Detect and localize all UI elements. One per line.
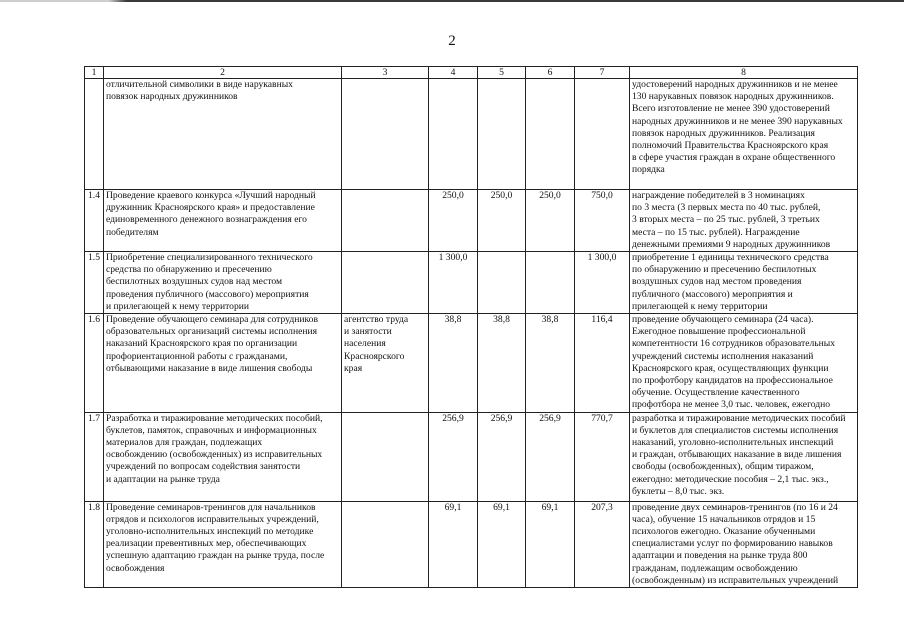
column-header: 8	[630, 67, 858, 79]
page-number: 2	[448, 33, 456, 49]
cost-year-2: 38,8	[478, 314, 526, 413]
row-number: 1.6	[85, 314, 104, 413]
cost-total	[575, 79, 630, 190]
cost-year-1: 69,1	[429, 501, 478, 587]
column-header: 6	[526, 67, 575, 79]
cost-year-2	[478, 79, 526, 190]
responsible-executor-empty	[342, 79, 429, 190]
cost-year-3: 38,8	[526, 314, 575, 413]
measure-name: Проведение семинаров-тренингов для начальников отрядов и психологов исправительных учреждений, уголовно-исполнительных инспекций по методике реализации превентивных мер, обеспечивающих успешную адаптацию граждан на рынке труда, после освобождения	[104, 501, 342, 587]
cost-year-2	[478, 252, 526, 314]
measure-name: Проведение обучающего семинара для сотрудников образовательных организаций системы исполнения наказаний Красноярского края по организации профориентационной работы с гражданами, отбывающими наказание в виде лишения свободы	[104, 314, 342, 413]
cost-year-3	[526, 252, 575, 314]
measures-table	[84, 66, 858, 588]
row-number: 1.8	[85, 501, 104, 587]
table-row	[85, 190, 858, 252]
table-row	[85, 501, 858, 587]
cost-year-1: 38,8	[429, 314, 478, 413]
responsible-executor-empty	[342, 252, 429, 314]
measure-name: Проведение краевого конкурса «Лучший народный дружинник Красноярского края» и предоставление единовременного денежного вознаграждения его победителям	[104, 190, 342, 252]
cost-year-3	[526, 79, 575, 190]
cost-year-1: 256,9	[429, 412, 478, 501]
cost-total: 770,7	[575, 412, 630, 501]
row-number: 1.4	[85, 190, 104, 252]
row-number	[85, 79, 104, 190]
responsible-executor-empty	[342, 501, 429, 587]
measure-name: Приобретение специализированного технического средства по обнаружению и пресечению беспилотных воздушных судов над местом проведения публичного (массового) мероприятия и прилегающей к нему территории	[104, 252, 342, 314]
measure-name: отличительной символики в виде нарукавных повязок народных дружинников	[104, 79, 342, 190]
row-number: 1.7	[85, 412, 104, 501]
table-row	[85, 79, 858, 190]
responsible-executor-empty	[342, 412, 429, 501]
cost-year-2: 69,1	[478, 501, 526, 587]
column-header: 7	[575, 67, 630, 79]
cost-year-2: 250,0	[478, 190, 526, 252]
column-header: 2	[104, 67, 342, 79]
cost-year-2: 256,9	[478, 412, 526, 501]
responsible-executor-empty	[342, 190, 429, 252]
column-header: 5	[478, 67, 526, 79]
expected-result: награждение победителей в 3 номинациях по 3 места (3 первых места по 40 тыс. рублей, 3 вторых места – по 25 тыс. рублей, 3 третьих места – по 15 тыс. рублей). Награждение денежными премиями 9 народных дружинников	[630, 190, 858, 252]
expected-result: разработка и тиражирование методических пособий и буклетов для специалистов системы исполнения наказаний, уголовно-исполнительных инспекций и граждан, отбывающих наказание в виде лишения свободы (освобожденных), общим тиражом, ежегодно: методические пособия – 2,1 тыс. экз., буклеты – 8,0 тыс. экз.	[630, 412, 858, 501]
cost-total: 1 300,0	[575, 252, 630, 314]
column-header: 1	[85, 67, 104, 79]
cost-year-1	[429, 79, 478, 190]
table-row	[85, 412, 858, 501]
cost-year-3: 256,9	[526, 412, 575, 501]
cost-year-1: 250,0	[429, 190, 478, 252]
cost-total: 207,3	[575, 501, 630, 587]
cost-year-1: 1 300,0	[429, 252, 478, 314]
measure-name: Разработка и тиражирование методических пособий, буклетов, памяток, справочных и информационных материалов для граждан, подлежащих освобождению (освобожденных) из исправительных учреждений по вопросам содействия занятости и адаптации на рынке труда	[104, 412, 342, 501]
cost-total: 750,0	[575, 190, 630, 252]
cost-total: 116,4	[575, 314, 630, 413]
cost-year-3: 69,1	[526, 501, 575, 587]
column-header: 3	[342, 67, 429, 79]
table-row	[85, 252, 858, 314]
expected-result: проведение обучающего семинара (24 часа). Ежегодное повышение профессиональной компетентности 16 сотрудников образовательных учреждений системы исполнения наказаний Красноярского края, осуществляющих функции по профотбору кандидатов на профессиональное обучение. Осуществление качественного профотбора не менее 3,0 тыс. человек, ежегодно	[630, 314, 858, 413]
responsible-executor: агентство труда и занятости населения Красноярского края	[342, 314, 429, 413]
expected-result: проведение двух семинаров-тренингов (по 16 и 24 часа), обучение 15 начальников отрядов и 15 психологов ежегодно. Оказание обученными специалистами услуг по формированию навыков адаптации и поведения на рынке труда 800 гражданам, подлежащим освобождению (освобожденным) из исправительных учреждений	[630, 501, 858, 587]
top-page-edge	[0, 0, 904, 2]
expected-result: удостоверений народных дружинников и не менее 130 нарукавных повязок народных дружинников. Всего изготовление не менее 390 удостоверений народных дружинников и не менее 390 нарукавных повязок народных дружинников. Реализация полномочий Правительства Красноярского края в сфере участия граждан в охране общественного порядка	[630, 79, 858, 190]
column-header: 4	[429, 67, 478, 79]
table-row	[85, 314, 858, 413]
row-number: 1.5	[85, 252, 104, 314]
cost-year-3: 250,0	[526, 190, 575, 252]
expected-result: приобретение 1 единицы технического средства по обнаружению и пресечению беспилотных воздушных судов над местом проведения публичного (массового) мероприятия и прилегающей к нему территории	[630, 252, 858, 314]
table-header-row	[85, 67, 858, 79]
